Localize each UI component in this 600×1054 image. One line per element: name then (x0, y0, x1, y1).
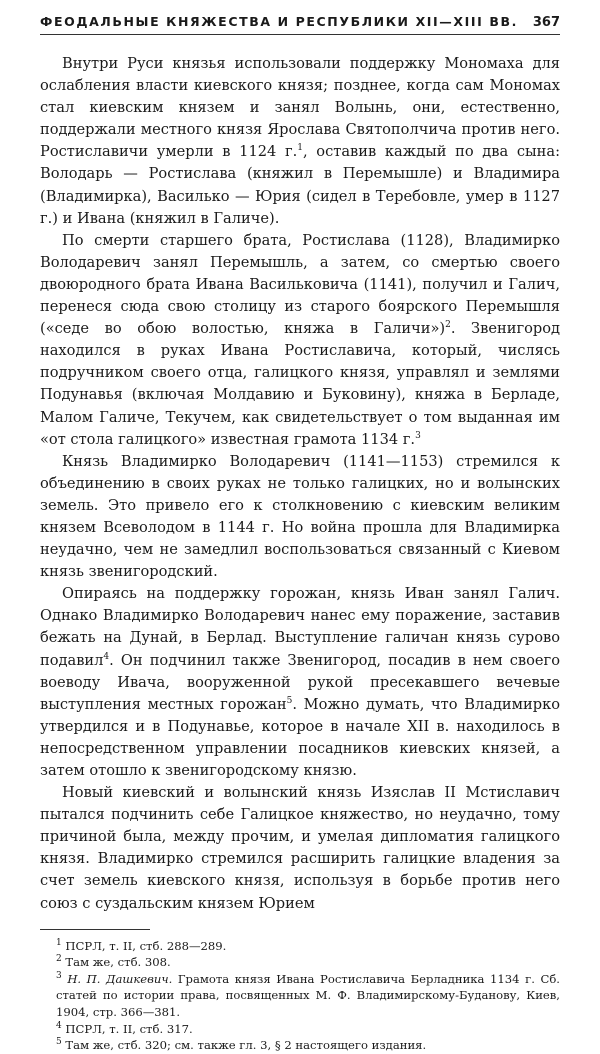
footnotes (40, 929, 560, 1054)
footnote-ref-4[interactable]: 4 (103, 651, 110, 662)
paragraph-4: Опираясь на поддержку горожан, князь Иван занял Галич. Однако Владимирко Володаревич нанес ему поражение, заставив бежать на Дунай, в Берлад. Выступление галичан князь сурово подавил$^4$. Он подчинил также Звенигород, посадив в нем своего воеводу Ивача, вооруженной рукой пресекавшего вечевые выступления местных горожан$^5$. Можно думать, что Владимирко утвердился и в Подунавье, которое в начале XII в. находилось в непосредственном управлении посадников киевских князей, а затем отошло к звенигородскому князю. (40, 585, 560, 779)
paragraph-1: Внутри Руси князья использовали поддержку Мономаха для ослабления власти киевского князя; позднее, когда сам Мономах стал киевским князем и занял Волынь, они, естественно, поддержали местного князя Ярослава Святополчича против него. Ростиславичи умерли в 1124 г.$^1$, оставив каждый по два сына: Володарь — Ростислава (княжил в Перемышле) и Владимира (Владимирка), Василько — Юрия (сидел в Теребовле, умер в 1127 г.) и Ивана (княжил в Галиче). (40, 55, 560, 227)
footnote-ref-5[interactable]: 5 (286, 695, 293, 706)
running-title: ФЕОДАЛЬНЫЕ КНЯЖЕСТВА И РЕСПУБЛИКИ XII—XIII ВВ. (40, 14, 518, 29)
footnote-ref-1[interactable]: 1 (297, 143, 303, 154)
footnote-ref-2[interactable]: 2 (445, 320, 451, 331)
footnote-divider (40, 929, 150, 930)
footnote-4: $^4$ ПСРЛ, т. II, стб. 317. (56, 1020, 193, 1036)
main-text (40, 53, 560, 915)
footnote-2: $^2$ Там же, стб. 308. (56, 954, 171, 970)
footnote-3: $^3$ Н. П. Дашкевич. Грамота князя Ивана Ростиславича Берладника 1134 г. Сб. статей по истории права, посвященных М. Ф. Владимирскому-Буданову, Киев, 1904, стр. 366—381. (56, 970, 560, 1020)
paragraph-3: Князь Владимирко Володаревич (1141—1153) стремился к объединению в своих руках не только галицких, но и волынских земель. Это привело его к столкновению с киевским великим князем Всеволодом в 1144 г. Но война прошла для Владимирка неудачно, чем не замедлил воспользоваться связанный с Киевом князь звенигородский. (40, 452, 560, 581)
running-header (40, 14, 560, 35)
footnote-ref-3[interactable]: 3 (415, 430, 421, 441)
footnote-1: $^1$ ПСРЛ, т. II, стб. 288—289. (56, 937, 227, 953)
paragraph-2: По смерти старшего брата, Ростислава (1128), Владимирко Володаревич занял Перемышль, а затем, со смертью своего двоюродного брата Ивана Васильковича (1141), получил и Галич, перенеся сюда свою столицу из старого боярского Перемышля («седе во обою волостью, княжа в Галичи»)$^2$. Звенигород находился в руках Ивана Ростиславича, который, числясь подручником своего отца, галицкого князя, управлял и землями Подунавья (включая Молдавию и Буковину), княжа в Берладе, Малом Галиче, Текучем, как свидетельствует о том выданная им «от стола галицкого» известная грамота 1134 г.$^3$ (40, 231, 560, 448)
footnote-5: $^5$ Там же, стб. 320; см. также гл. 3, § 2 настоящего издания. (56, 1037, 427, 1053)
page-number: 367 (532, 15, 560, 30)
paragraph-5: Новый киевский и волынский князь Изяслав II Мстиславич пытался подчинить себе Галицкое княжество, но неудачно, тому причиной была, между прочим, и умелая дипломатия галицкого князя. Владимирко стремился расширить галицкие владения за счет земель киевского князя, используя в борьбе против него союз с суздальским князем Юрием (40, 784, 560, 912)
footnote-author: Н. П. Дашкевич. (67, 971, 173, 986)
